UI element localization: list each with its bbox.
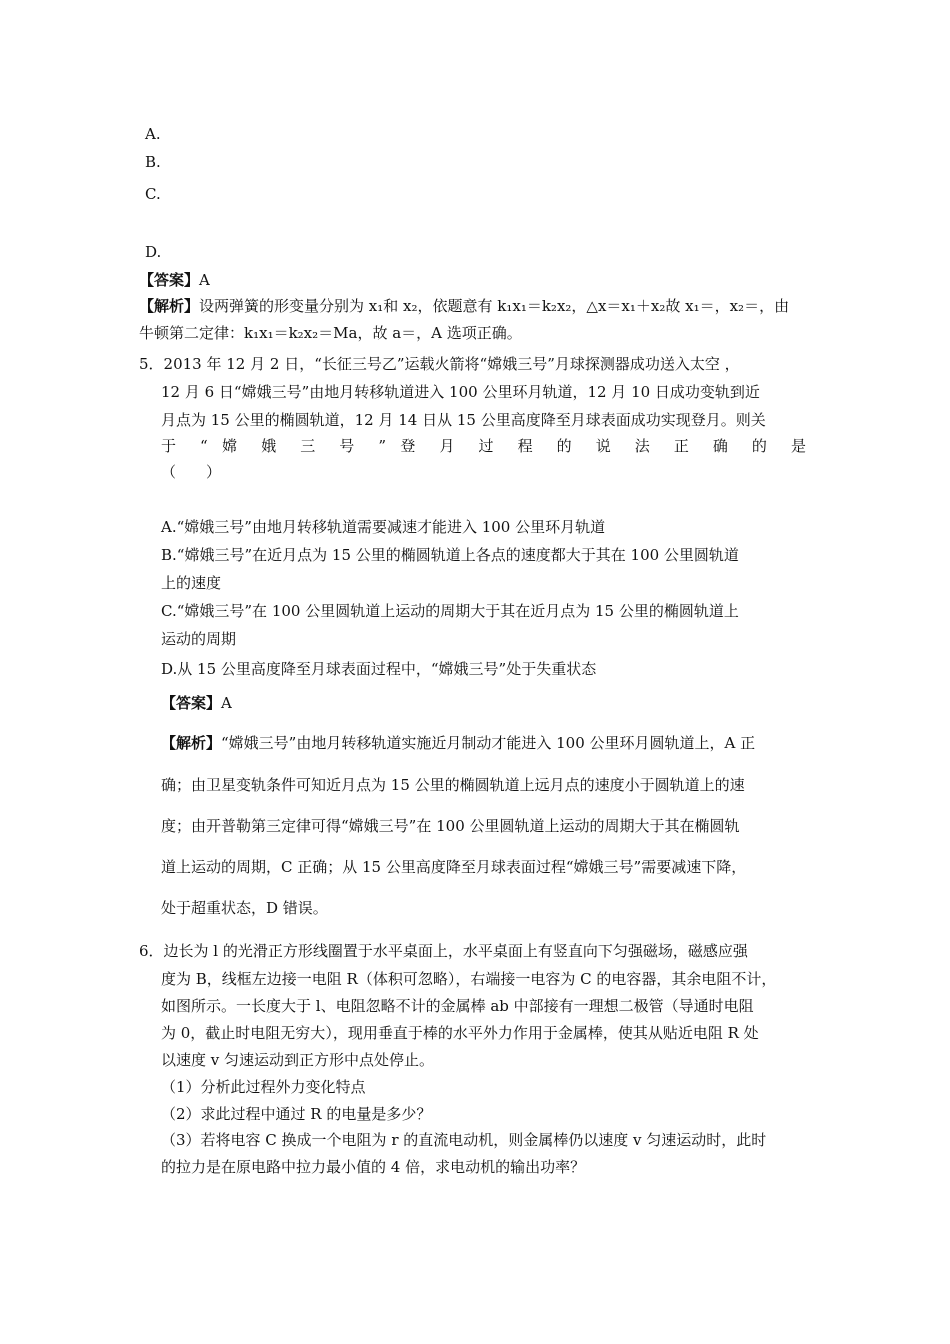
- analysis-label: 【解析】: [161, 734, 222, 752]
- q6-stem-line-4: 为 0，截止时电阻无穷大），现用垂直于棒的水平外力作用于金属棒，使其从贴近电阻 R 处: [161, 1024, 759, 1042]
- answer-label: 【答案】: [139, 271, 200, 289]
- q6-stem-line-3: 如图所示。一长度大于 l、电阻忽略不计的金属棒 ab 中部接有一理想二极管（导通时电阻: [161, 997, 754, 1015]
- q4-option-a: A.: [145, 125, 161, 143]
- q5-analysis-line-1: [161, 733, 755, 753]
- q4-analysis-line-2: 牛顿第二定律：k₁x₁＝k₂x₂＝Ma，故 a＝，A 选项正确。: [139, 324, 522, 342]
- q6-subquestion-1: （1）分析此过程外力变化特点: [161, 1078, 366, 1096]
- q5-option-c-line-1: C.“嫦娥三号”在 100 公里圆轨道上运动的周期大于其在近月点为 15 公里的椭圆轨道上: [161, 602, 739, 620]
- q5-stem-line-3: 月点为 15 公里的椭圆轨道，12 月 14 日从 15 公里高度降至月球表面成功实现登月。则关: [161, 411, 766, 429]
- q4-option-b: B.: [145, 153, 161, 171]
- q6-stem-line-2: 度为 B，线框左边接一电阻 R（体积可忽略），右端接一电容为 C 的电容器，其余电阻不计，: [161, 970, 777, 988]
- q4-analysis-line-1: [139, 296, 789, 316]
- q6-stem-line-1: 6．边长为 l 的光滑正方形线圈置于水平桌面上，水平桌面上有竖直向下匀强磁场，磁感应强: [139, 942, 748, 960]
- q5-stem-line-4: 于 “ 嫦 娥 三 号 ” 登 月 过 程 的 说 法 正 确 的 是: [161, 437, 806, 455]
- answer-value: A: [221, 694, 232, 712]
- q5-stem-line-1: 5．2013 年 12 月 2 日，“长征三号乙”运载火箭将“嫦娥三号”月球探测器成功送入太空 ，: [139, 355, 740, 373]
- q5-option-d: D.从 15 公里高度降至月球表面过程中，“嫦娥三号”处于失重状态: [161, 660, 597, 678]
- q5-analysis-line-3: 度；由开普勒第三定律可得“嫦娥三号”在 100 公里圆轨道上运动的周期大于其在椭圆轨: [161, 817, 740, 835]
- q4-option-c: C.: [145, 185, 161, 203]
- q6-subquestion-2: （2）求此过程中通过 R 的电量是多少？: [161, 1105, 432, 1123]
- q5-option-c-line-2: 运动的周期: [161, 630, 237, 648]
- q6-subquestion-3-line-1: （3）若将电容 C 换成一个电阻为 r 的直流电动机，则金属棒仍以速度 v 匀速运动时，此时: [161, 1131, 767, 1149]
- q5-stem-line-2: 12 月 6 日“嫦娥三号”由地月转移轨道进入 100 公里环月轨道，12 月 10 日成功变轨到近: [161, 383, 760, 401]
- answer-label: 【答案】: [161, 694, 222, 712]
- q5-analysis-line-5: 处于超重状态，D 错误。: [161, 899, 328, 917]
- analysis-label: 【解析】: [139, 297, 200, 315]
- analysis-text: “嫦娥三号”由地月转移轨道实施近月制动才能进入 100 公里环月圆轨道上，A 正: [221, 734, 756, 752]
- q5-analysis-line-2: 确；由卫星变轨条件可知近月点为 15 公里的椭圆轨道上远月点的速度小于圆轨道上的速: [161, 776, 745, 794]
- q5-option-a: A.“嫦娥三号”由地月转移轨道需要减速才能进入 100 公里环月轨道: [161, 518, 606, 536]
- q6-subquestion-3-line-2: 的拉力是在原电路中拉力最小值的 4 倍，求电动机的输出功率？: [161, 1158, 586, 1176]
- q5-option-b-line-1: B.“嫦娥三号”在近月点为 15 公里的椭圆轨道上各点的速度都大于其在 100 公里圆轨道: [161, 546, 739, 564]
- analysis-text: 设两弹簧的形变量分别为 x₁和 x₂，依题意有 k₁x₁＝k₂x₂，△x＝x₁＋x₂故 x₁＝，x₂＝，由: [199, 297, 790, 315]
- q6-stem-line-5: 以速度 v 匀速运动到正方形中点处停止。: [161, 1051, 435, 1069]
- q5-stem-line-5: （ ）: [161, 463, 222, 481]
- q5-analysis-line-4: 道上运动的周期，C 正确；从 15 公里高度降至月球表面过程“嫦娥三号”需要减速下降，: [161, 858, 747, 876]
- q5-option-b-line-2: 上的速度: [161, 574, 222, 592]
- q5-answer: [161, 693, 232, 713]
- q4-option-d: D.: [145, 243, 162, 261]
- answer-value: A: [199, 271, 210, 289]
- q4-answer: [139, 270, 210, 290]
